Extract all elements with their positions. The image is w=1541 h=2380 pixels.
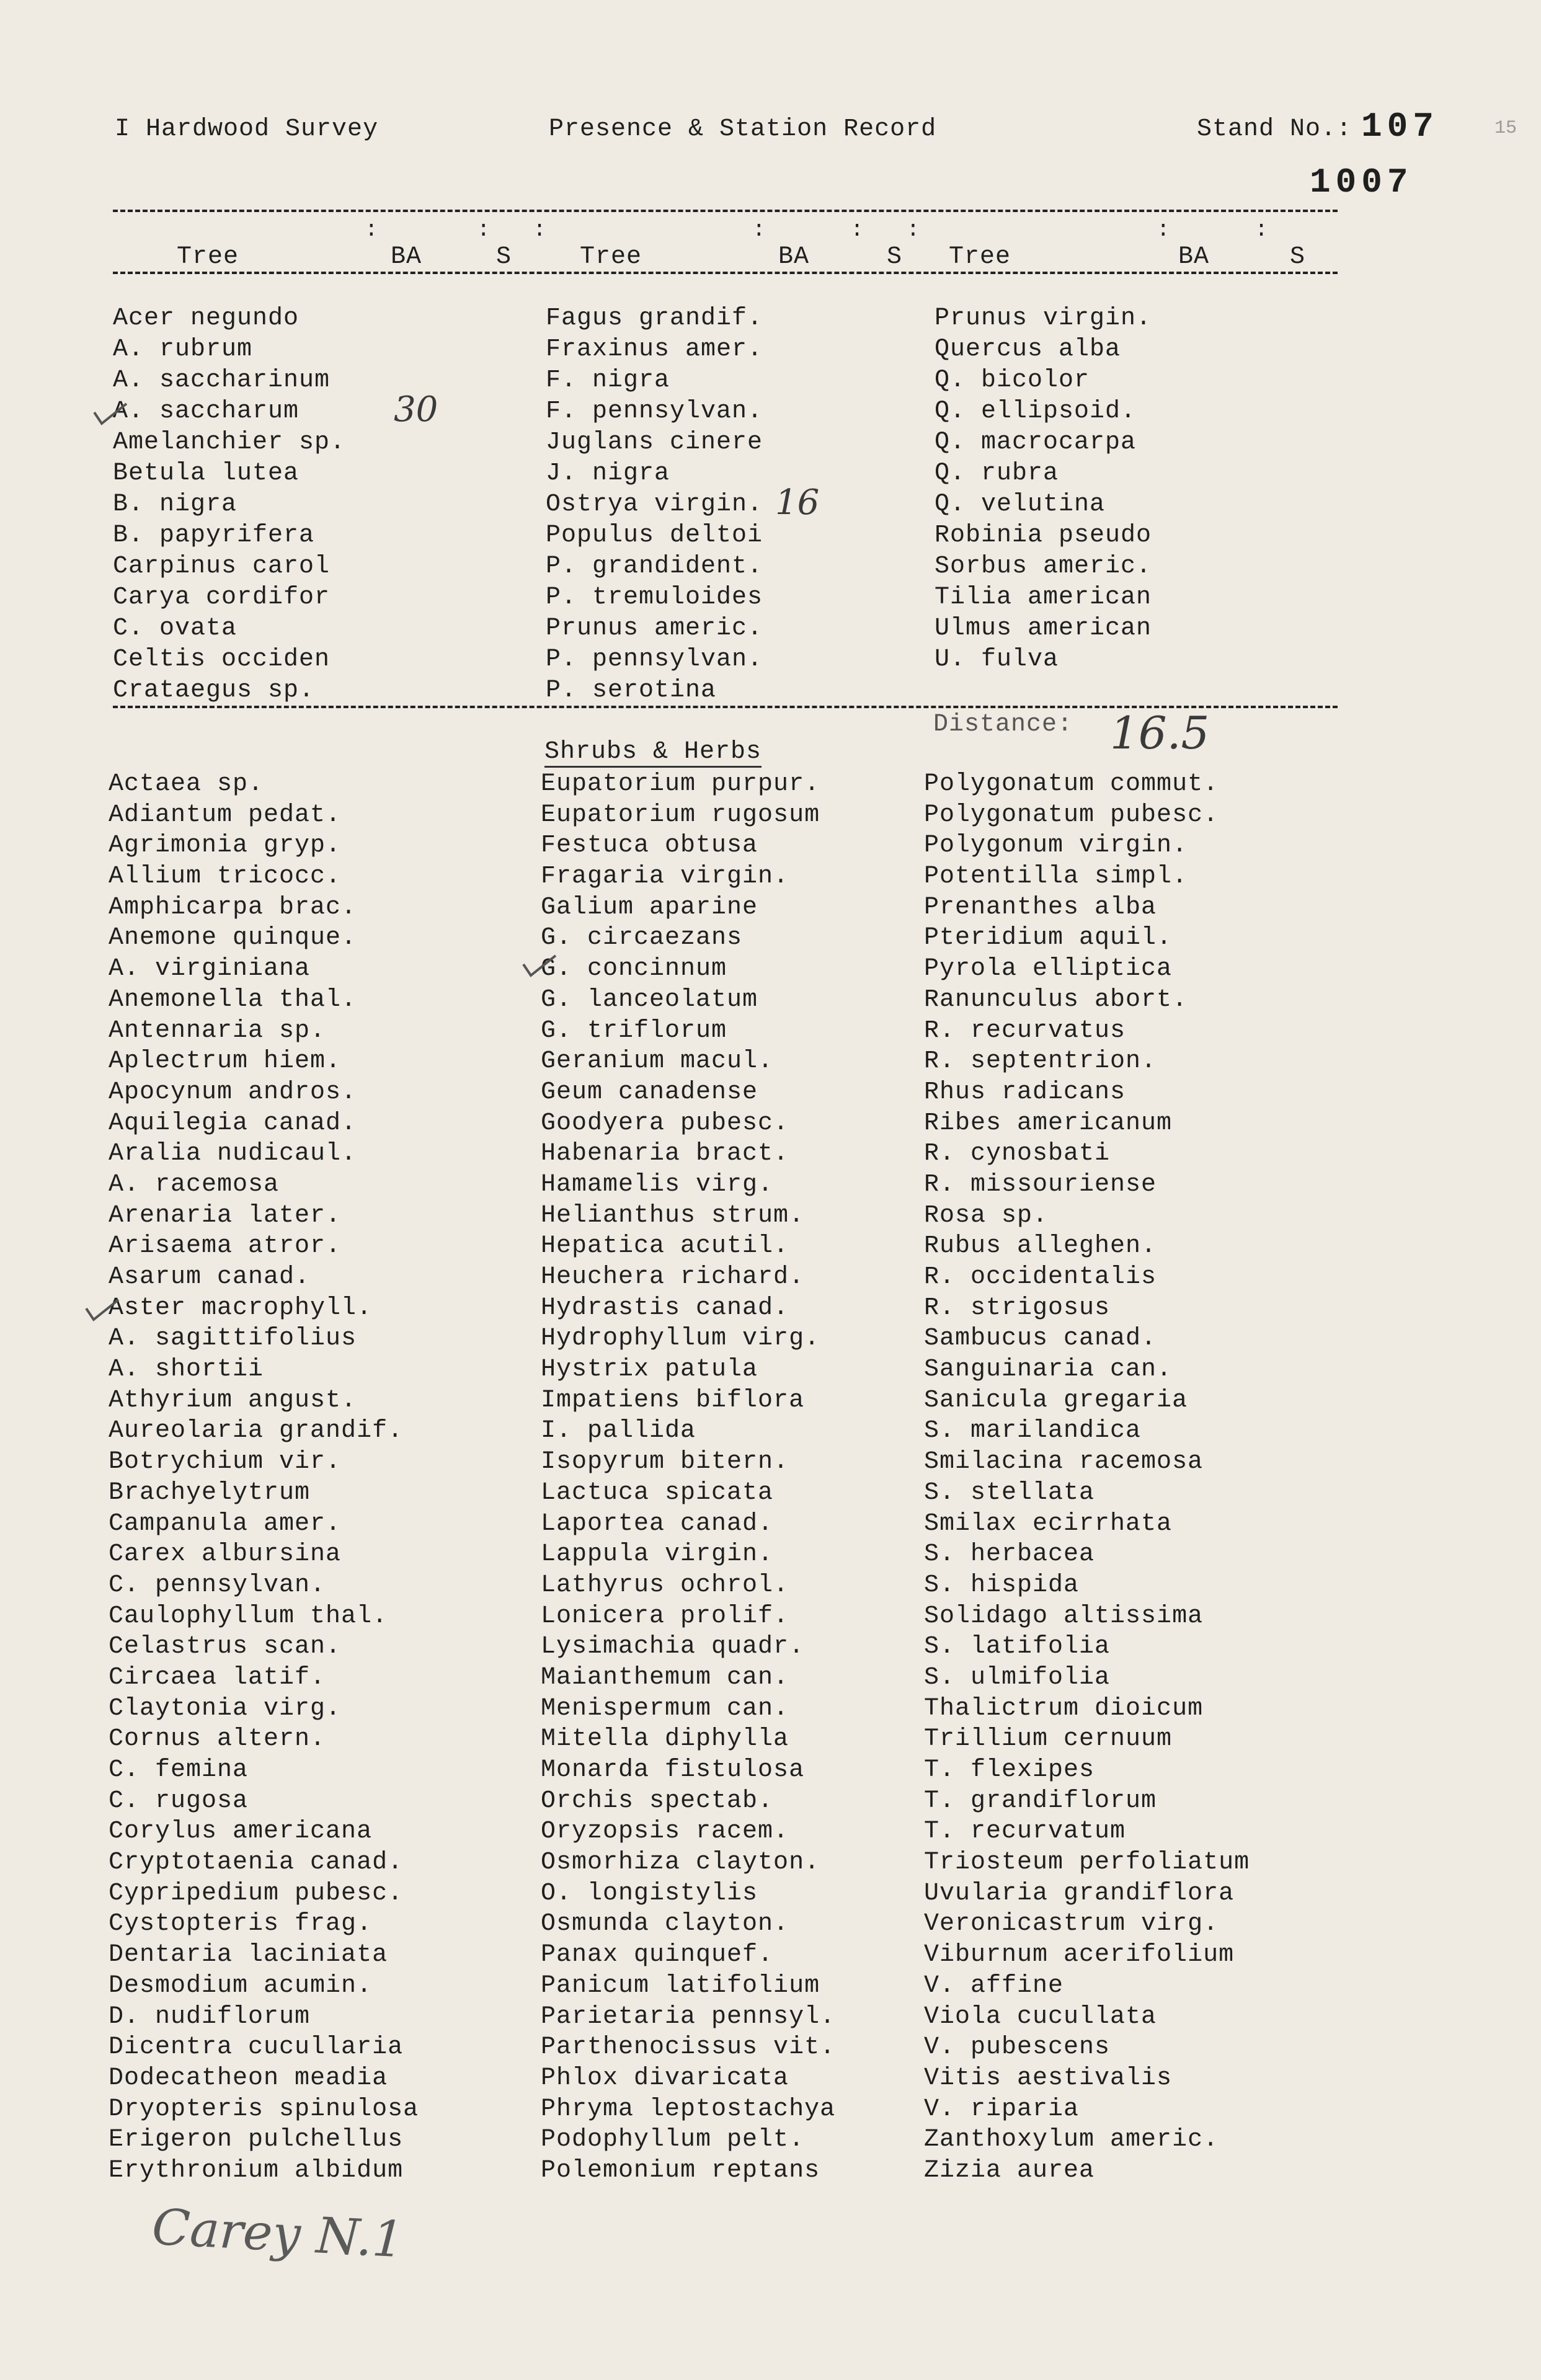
list-item: Agrimonia gryp.: [109, 832, 342, 860]
saccharum-ba-value: 30: [394, 389, 438, 430]
list-item: Tilia american: [935, 584, 1152, 611]
list-item: V. affine: [924, 1971, 1064, 2000]
list-item: C. rugosa: [109, 1787, 249, 1815]
list-item: Hydrastis canad.: [541, 1294, 789, 1322]
list-item: Q. bicolor: [935, 366, 1090, 394]
list-item: Asarum canad.: [109, 1263, 311, 1291]
list-item: Ostrya virgin.: [546, 491, 763, 518]
col-head-ba-3: BA: [1178, 243, 1210, 271]
list-item: Antennaria sp.: [109, 1016, 326, 1045]
list-item: Sambucus canad.: [924, 1325, 1157, 1353]
list-item: Lactuca spicata: [541, 1478, 774, 1507]
list-item: Orchis spectab.: [541, 1787, 774, 1815]
list-item: S. latifolia: [924, 1633, 1111, 1661]
herb-column-1: [109, 769, 419, 2187]
tree-column-1: [113, 303, 345, 706]
stand-code: 1007: [1310, 162, 1413, 202]
list-item: Habenaria bract.: [541, 1140, 789, 1168]
list-item: Anemone quinque.: [109, 924, 357, 952]
list-item: Zizia aurea: [924, 2156, 1095, 2185]
list-item: Desmodium acumin.: [109, 1971, 373, 2000]
header-rule-top: [113, 210, 1338, 212]
list-item: A. racemosa: [109, 1170, 280, 1199]
list-item: Q. macrocarpa: [935, 428, 1137, 456]
list-item: F. nigra: [546, 366, 670, 394]
list-item: P. grandident.: [546, 553, 763, 580]
list-item: Lathyrus ochrol.: [541, 1571, 789, 1599]
list-item: A. virginiana: [109, 955, 311, 984]
list-item: Q. rubra: [935, 460, 1059, 487]
list-item: Potentilla simpl.: [924, 863, 1188, 891]
list-item: Thalictrum dioicum: [924, 1694, 1204, 1723]
list-item: Polemonium reptans: [541, 2156, 820, 2185]
list-item: Fraxinus amer.: [546, 335, 763, 363]
ostrya-ba-value: 16: [775, 482, 820, 523]
list-item: Acer negundo: [113, 304, 300, 332]
sep-colons-top-3: : :: [1157, 217, 1269, 242]
list-item: A. saccharum: [113, 397, 300, 425]
list-item: Triosteum perfoliatum: [924, 1849, 1250, 1877]
list-item: Polygonatum commut.: [924, 770, 1219, 798]
list-item: J. nigra: [546, 460, 670, 487]
corner-mark: 15: [1494, 118, 1517, 139]
list-item: Lysimachia quadr.: [541, 1633, 805, 1661]
list-item: Hamamelis virg.: [541, 1170, 774, 1199]
list-item: Eupatorium purpur.: [541, 770, 820, 798]
list-item: R. occidentalis: [924, 1263, 1157, 1291]
list-item: R. septentrion.: [924, 1047, 1157, 1076]
list-item: Rhus radicans: [924, 1078, 1126, 1106]
col-head-s-3: S: [1290, 243, 1306, 271]
list-item: Carya cordifor: [113, 584, 331, 611]
list-item: Campanula amer.: [109, 1509, 342, 1538]
list-item: Smilacina racemosa: [924, 1448, 1204, 1476]
col-head-ba-2: BA: [778, 243, 810, 271]
list-item: Pyrola elliptica: [924, 955, 1173, 984]
list-item: S. ulmifolia: [924, 1663, 1111, 1692]
list-item: Eupatorium rugosum: [541, 801, 820, 829]
list-item: S. hispida: [924, 1571, 1080, 1599]
list-item: T. flexipes: [924, 1756, 1095, 1784]
list-item: F. pennsylvan.: [546, 397, 763, 425]
list-item: Juglans cinere: [546, 428, 763, 456]
herb-column-3: [924, 769, 1250, 2187]
list-item: Robinia pseudo: [935, 522, 1152, 549]
shrubs-heading: Shrubs & Herbs: [544, 738, 762, 768]
list-item: Parietaria pennsyl.: [541, 2002, 836, 2031]
list-item: S. stellata: [924, 1478, 1095, 1507]
list-item: Claytonia virg.: [109, 1694, 342, 1723]
list-item: Dicentra cucullaria: [109, 2033, 404, 2062]
col-head-ba-1: BA: [391, 243, 422, 271]
list-item: Dryopteris spinulosa: [109, 2095, 419, 2123]
list-item: A. saccharinum: [113, 366, 331, 394]
list-item: C. pennsylvan.: [109, 1571, 326, 1599]
list-item: U. fulva: [935, 646, 1059, 673]
list-item: S. marilandica: [924, 1417, 1142, 1445]
list-item: Botrychium vir.: [109, 1448, 342, 1476]
list-item: Oryzopsis racem.: [541, 1818, 789, 1846]
list-item: Celtis occiden: [113, 646, 331, 673]
list-item: P. pennsylvan.: [546, 646, 763, 673]
list-item: Cystopteris frag.: [109, 1910, 373, 1938]
list-item: Menispermum can.: [541, 1694, 789, 1723]
list-item: Zanthoxylum americ.: [924, 2126, 1219, 2154]
tree-column-2: [546, 303, 763, 706]
list-item: Impatiens biflora: [541, 1386, 805, 1414]
list-item: Maianthemum can.: [541, 1663, 789, 1692]
list-item: Allium tricocc.: [109, 863, 342, 891]
list-item: P. serotina: [546, 677, 717, 704]
list-item: Corylus americana: [109, 1818, 373, 1846]
list-item: Podophyllum pelt.: [541, 2126, 805, 2154]
list-item: Veronicastrum virg.: [924, 1910, 1219, 1938]
list-item: Caulophyllum thal.: [109, 1602, 388, 1630]
herb-column-2: [541, 769, 835, 2187]
list-item: Isopyrum bitern.: [541, 1448, 789, 1476]
list-item: Geum canadense: [541, 1078, 758, 1106]
list-item: R. recurvatus: [924, 1016, 1126, 1045]
list-item: Phryma leptostachya: [541, 2095, 836, 2123]
list-item: Polygonum virgin.: [924, 832, 1188, 860]
list-item: Monarda fistulosa: [541, 1756, 805, 1784]
list-item: Viburnum acerifolium: [924, 1941, 1235, 1969]
list-item: Populus deltoi: [546, 522, 763, 549]
list-item: Erythronium albidum: [109, 2156, 404, 2185]
list-item: Mitella diphylla: [541, 1725, 789, 1754]
list-item: Aster macrophyll.: [109, 1294, 373, 1322]
list-item: Adiantum pedat.: [109, 801, 342, 829]
list-item: Amelanchier sp.: [113, 428, 346, 456]
list-item: Phlox divaricata: [541, 2064, 789, 2092]
list-item: Osmorhiza clayton.: [541, 1849, 820, 1877]
list-item: Anemonella thal.: [109, 985, 357, 1014]
col-head-tree-1: Tree: [177, 243, 239, 271]
list-item: Cypripedium pubesc.: [109, 1879, 404, 1907]
list-item: R. cynosbati: [924, 1140, 1111, 1168]
list-item: Festuca obtusa: [541, 832, 758, 860]
list-item: Aquilegia canad.: [109, 1109, 357, 1137]
list-item: R. missouriense: [924, 1170, 1157, 1199]
list-item: Smilax ecirrhata: [924, 1509, 1173, 1538]
list-item: Carex albursina: [109, 1540, 342, 1569]
list-item: P. tremuloides: [546, 584, 763, 611]
list-item: B. nigra: [113, 491, 238, 518]
survey-title: I Hardwood Survey: [115, 115, 379, 143]
list-item: Sanguinaria can.: [924, 1356, 1173, 1384]
list-item: Aplectrum hiem.: [109, 1047, 342, 1076]
list-item: Viola cucullata: [924, 2002, 1157, 2031]
list-item: Geranium macul.: [541, 1047, 774, 1076]
list-item: R. strigosus: [924, 1294, 1111, 1322]
list-item: Q. velutina: [935, 491, 1106, 518]
list-item: Hystrix patula: [541, 1356, 758, 1384]
list-item: Heuchera richard.: [541, 1263, 805, 1291]
list-item: Parthenocissus vit.: [541, 2033, 836, 2062]
list-item: Amphicarpa brac.: [109, 893, 357, 921]
list-item: Dodecatheon meadia: [109, 2064, 388, 2092]
list-item: Fragaria virgin.: [541, 863, 789, 891]
list-item: A. sagittifolius: [109, 1325, 357, 1353]
list-item: Solidago altissima: [924, 1602, 1204, 1630]
distance-value: 16.5: [1110, 707, 1210, 759]
list-item: Sanicula gregaria: [924, 1386, 1188, 1414]
record-title: Presence & Station Record: [549, 115, 937, 143]
list-item: Quercus alba: [935, 335, 1121, 363]
list-item: Lonicera prolif.: [541, 1602, 789, 1630]
list-item: Hydrophyllum virg.: [541, 1325, 820, 1353]
list-item: A. shortii: [109, 1356, 264, 1384]
list-item: Goodyera pubesc.: [541, 1109, 789, 1137]
check-mark-icon: [92, 400, 129, 428]
list-item: Carpinus carol: [113, 553, 331, 580]
list-item: V. riparia: [924, 2095, 1080, 2123]
list-item: Sorbus americ.: [935, 553, 1152, 580]
list-item: O. longistylis: [541, 1879, 758, 1907]
list-item: Arenaria later.: [109, 1201, 342, 1230]
list-item: Ribes americanum: [924, 1109, 1173, 1137]
list-item: A. rubrum: [113, 335, 253, 363]
list-item: Panax quinquef.: [541, 1941, 774, 1969]
stand-number: 107: [1361, 107, 1439, 146]
list-item: Ulmus american: [935, 615, 1152, 642]
list-item: Trillium cernuum: [924, 1725, 1173, 1754]
list-item: Crataegus sp.: [113, 677, 315, 704]
header-rule-bottom: [113, 272, 1338, 274]
list-item: Betula lutea: [113, 460, 300, 487]
list-item: Brachyelytrum: [109, 1478, 311, 1507]
list-item: Q. ellipsoid.: [935, 397, 1137, 425]
list-item: Polygonatum pubesc.: [924, 801, 1219, 829]
list-item: Osmunda clayton.: [541, 1910, 789, 1938]
list-item: Rosa sp.: [924, 1201, 1049, 1230]
list-item: G. triflorum: [541, 1016, 727, 1045]
list-item: Panicum latifolium: [541, 1971, 820, 2000]
list-item: Aralia nudicaul.: [109, 1140, 357, 1168]
list-item: C. ovata: [113, 615, 238, 642]
list-item: Prunus americ.: [546, 615, 763, 642]
list-item: Aureolaria grandif.: [109, 1417, 404, 1445]
stand-label: Stand No.:: [1197, 115, 1352, 143]
list-item: Pteridium aquil.: [924, 924, 1173, 952]
collector-signature: Carey N.1: [150, 2198, 406, 2269]
list-item: Uvularia grandiflora: [924, 1879, 1235, 1907]
list-item: Circaea latif.: [109, 1663, 326, 1692]
check-mark-icon: [521, 952, 558, 980]
tree-column-3: [935, 303, 1152, 675]
col-head-s-2: S: [887, 243, 903, 271]
list-item: I. pallida: [541, 1417, 696, 1445]
list-item: G. lanceolatum: [541, 985, 758, 1014]
col-head-tree-3: Tree: [949, 243, 1011, 271]
list-item: B. papyrifera: [113, 522, 315, 549]
col-head-tree-2: Tree: [580, 243, 642, 271]
list-item: G. circaezans: [541, 924, 743, 952]
list-item: Prenanthes alba: [924, 893, 1157, 921]
list-item: Hepatica acutil.: [541, 1232, 789, 1261]
list-item: Prunus virgin.: [935, 304, 1152, 332]
check-mark-icon: [84, 1296, 121, 1324]
list-item: Arisaema atror.: [109, 1232, 342, 1261]
list-item: T. recurvatum: [924, 1818, 1126, 1846]
list-item: Cryptotaenia canad.: [109, 1849, 404, 1877]
list-item: S. herbacea: [924, 1540, 1095, 1569]
list-item: C. femina: [109, 1756, 249, 1784]
sep-colons-top-2: : : :: [752, 217, 921, 242]
col-head-s-1: S: [496, 243, 512, 271]
list-item: T. grandiflorum: [924, 1787, 1157, 1815]
list-item: Helianthus strum.: [541, 1201, 805, 1230]
list-item: Erigeron pulchellus: [109, 2126, 404, 2154]
list-item: G. concinnum: [541, 955, 727, 984]
list-item: Celastrus scan.: [109, 1633, 342, 1661]
list-item: Rubus alleghen.: [924, 1232, 1157, 1261]
list-item: Fagus grandif.: [546, 304, 763, 332]
list-item: Ranunculus abort.: [924, 985, 1188, 1014]
distance-label: Distance:: [933, 711, 1073, 739]
sep-colons-top: : : :: [365, 217, 547, 242]
list-item: Vitis aestivalis: [924, 2064, 1173, 2092]
list-item: Apocynum andros.: [109, 1078, 357, 1106]
list-item: V. pubescens: [924, 2033, 1111, 2062]
list-item: D. nudiflorum: [109, 2002, 311, 2031]
list-item: Athyrium angust.: [109, 1386, 357, 1414]
list-item: Cornus altern.: [109, 1725, 326, 1754]
list-item: Galium aparine: [541, 893, 758, 921]
list-item: Lappula virgin.: [541, 1540, 774, 1569]
list-item: Dentaria laciniata: [109, 1941, 388, 1969]
list-item: Actaea sp.: [109, 770, 264, 798]
list-item: Laportea canad.: [541, 1509, 774, 1538]
